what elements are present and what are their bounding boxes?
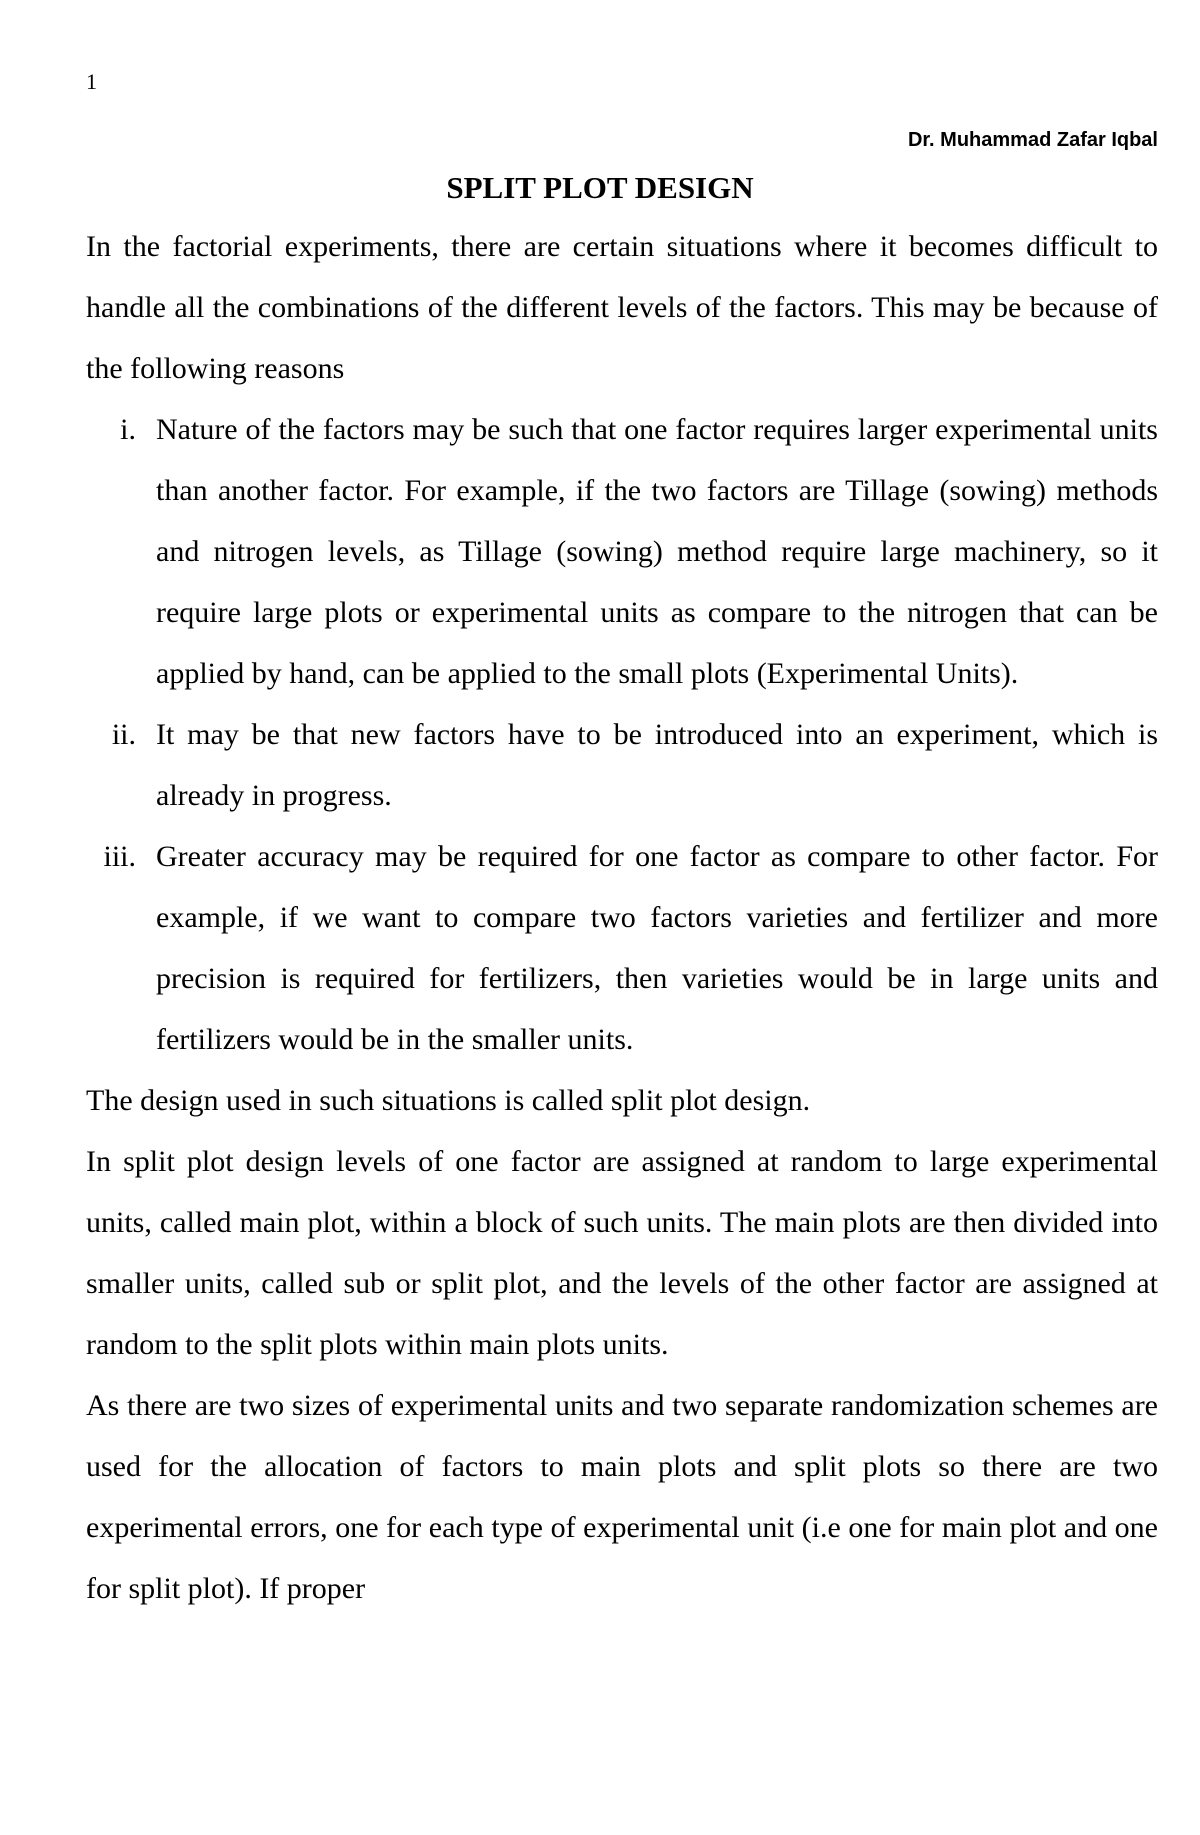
errors-paragraph: As there are two sizes of experimental units and two separate randomization schemes are used for the allocation of factors to main plots and split plots so there are two experimental errors, one for each type of experimental unit (i.e one for main plot and one for split plot). If proper bbox=[86, 1389, 1158, 1605]
list-item bbox=[86, 399, 1158, 704]
list-item bbox=[86, 704, 1158, 826]
reasons-list bbox=[86, 399, 1158, 1070]
list-item-text: Greater accuracy may be required for one factor as compare to other factor. For example, if we want to compare two factors varieties and fertilizer and more precision is required for fertilizers, then varieties would be in large units and fertilizers would be in the smaller units. bbox=[156, 840, 1158, 1056]
list-item-text: Nature of the factors may be such that one factor requires larger experimental units than another factor. For example, if the two factors are Tillage (sowing) methods and nitrogen levels, as Tillage (sowing) method require large machinery, so it require large plots or experimental units as compare to the nitrogen that can be applied by hand, can be applied to the small plots (Experimental Units). bbox=[156, 413, 1158, 690]
author-name: Dr. Muhammad Zafar Iqbal bbox=[907, 129, 1158, 151]
page-title: SPLIT PLOT DESIGN bbox=[446, 170, 754, 205]
document-body bbox=[86, 216, 1158, 1619]
list-item-text: It may be that new factors have to be introduced into an experiment, which is already in progress. bbox=[156, 718, 1158, 812]
intro-paragraph: In the factorial experiments, there are certain situations where it becomes difficult to handle all the combinations of the different levels of the factors. This may be because of the following reasons bbox=[86, 230, 1158, 385]
list-marker: iii. bbox=[103, 840, 136, 873]
page-number: 1 bbox=[86, 69, 97, 94]
list-marker: ii. bbox=[111, 718, 136, 751]
definition-paragraph: The design used in such situations is called split plot design. bbox=[86, 1084, 811, 1117]
main-plot-paragraph: In split plot design levels of one factor are assigned at random to large experimental units, called main plot, within a block of such units. The main plots are then divided into smaller units, called sub or split plot, and the levels of the other factor are assigned at random to the split plots within main plots units. bbox=[86, 1145, 1158, 1361]
list-item bbox=[86, 826, 1158, 1070]
list-marker: i. bbox=[120, 413, 136, 446]
